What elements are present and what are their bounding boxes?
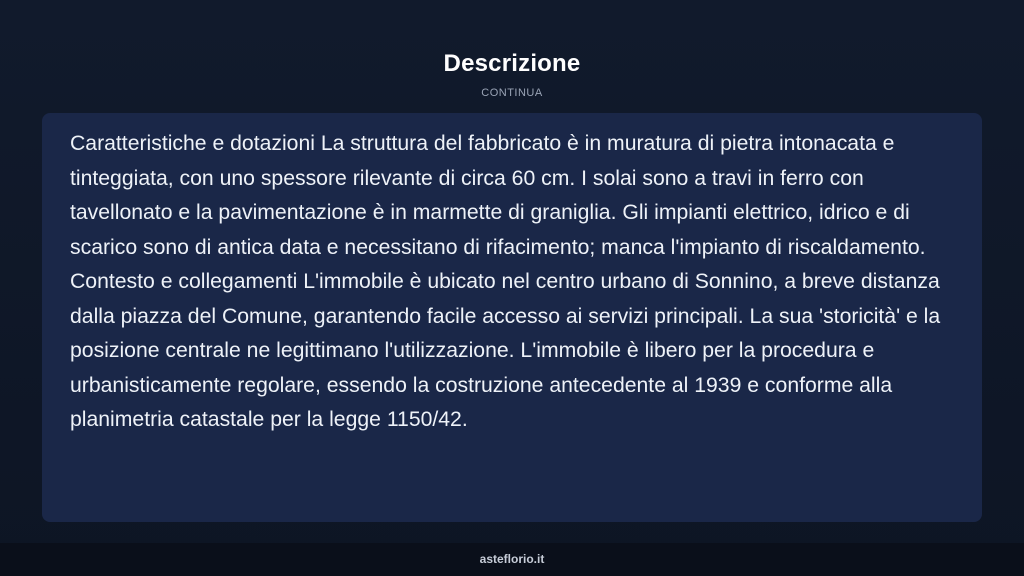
description-text: Caratteristiche e dotazioni La struttura del fabbricato è in muratura di pietra intonacata e tinteggiata, con uno spessore rilevante di circa 60 cm. I solai sono a travi in ferro con tavellonato e la pavimentazione è in marmette di graniglia. Gli impianti elettrico, idrico e di scarico sono di antica data e necessitano di rifacimento; manca l'impianto di riscaldamento. Contesto e collegamenti L'immobile è ubicato nel centro urbano di Sonnino, a breve distanza dalla piazza del Comune, garantendo facile accesso ai servizi principali. La sua 'storicità' e la posizione centrale ne legittimano l'utilizzazione. L'immobile è libero per la procedura e urbanisticamente regolare, essendo la costruzione antecedente al 1939 e conforme alla planimetria catastale per la legge 1150/42. (70, 132, 941, 431)
site-name: asteflorio.it (479, 552, 545, 566)
continua-label: CONTINUA (481, 87, 543, 99)
page-title: Descrizione (443, 50, 581, 77)
page-header (0, 48, 1024, 100)
description-card (42, 113, 982, 522)
footer-bar (0, 543, 1024, 576)
